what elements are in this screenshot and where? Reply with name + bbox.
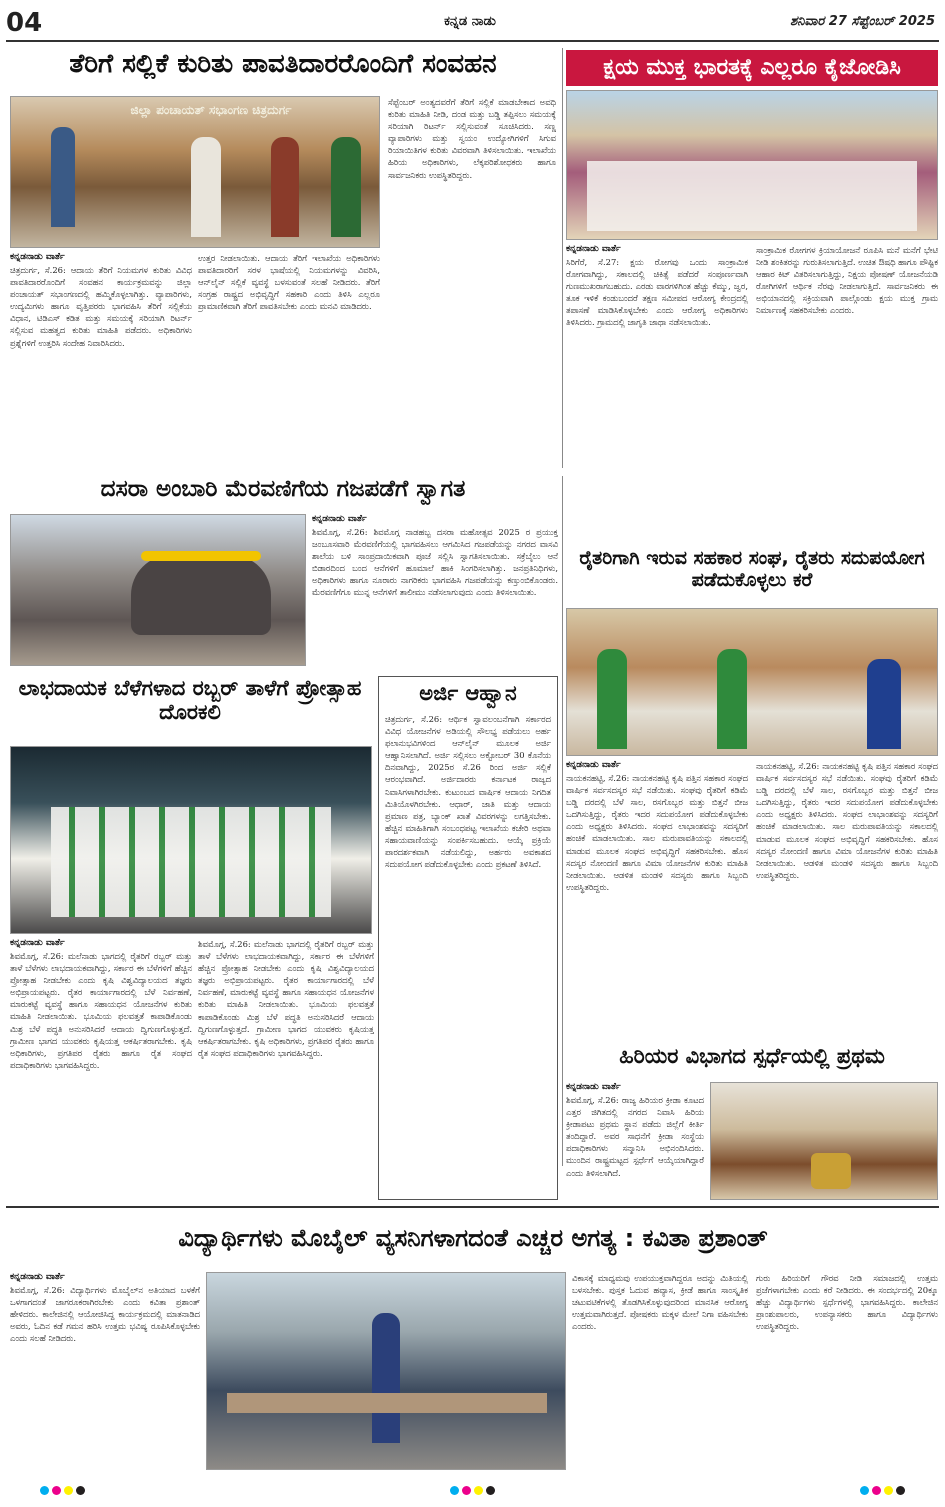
rubber-headline: ಲಾಭದಾಯಕ ಬೆಳೆಗಳಾದ ರಬ್ಬರ್ ತಾಳೆಗೆ ಪ್ರೋತ್ಸಾಹ ದೊರಕಲಿ	[18, 676, 362, 725]
column-divider	[562, 48, 563, 468]
tax-byline: ಕನ್ನಡನಾಡು ವಾರ್ತೆ	[10, 252, 65, 262]
dasara-body: ಶಿವಮೊಗ್ಗ, ಸೆ.26: ಶಿವಮೊಗ್ಗ ನಾಡಹಬ್ಬ ದಸರಾ ಮಹೋತ್ಸವ 2025 ರ ಪ್ರಯುಕ್ತ ಜಂಬೂಸವಾರಿ ಮೆರವಣಿಗೆಯಲ್ಲಿ ಭಾಗವಹಿಸಲು ಆಗಮಿಸಿದ ಗಜಪಡೆಯನ್ನು ನಗರದ ವಾಸವಿ ಶಾಲೆಯ ಬಳಿ ಸಾಂಪ್ರದಾಯಿಕವಾಗಿ ಪೂಜೆ ಸಲ್ಲಿಸಿ ಸ್ವಾಗತಿಸಲಾಯಿತು. ಸಕ್ರೆಬೈಲು ಆನೆ ಬಿಡಾರದಿಂದ ಬಂದ ಆನೆಗಳಿಗೆ ಹೂಮಾಲೆ ಹಾಕಿ ಸಿಂಗರಿಸಲಾಗಿತ್ತು. ಜನಪ್ರತಿನಿಧಿಗಳು, ಅಧಿಕಾರಿಗಳು ಹಾಗೂ ನೂರಾರು ನಾಗರಿಕರು ಭಾಗವಹಿಸಿ ಗಜಪಡೆಯನ್ನು ಕಣ್ತುಂಬಿಕೊಂಡರು. ಮೆರವಣಿಗೆಗೂ ಮುನ್ನ ಆನೆಗಳಿಗೆ ತಾಲೀಮು ನಡೆಸಲಾಗುವುದು ಎಂದು ತಿಳಿಸಲಾಯಿತು.	[312, 527, 558, 598]
mobile-photo	[206, 1272, 566, 1470]
tb-body-col1: ಸಿರಿಗೆರೆ, ಸೆ.27: ಕ್ಷಯ ರೋಗವು ಒಂದು ಸಾಂಕ್ರಾಮಿಕ ರೋಗವಾಗಿದ್ದು, ಸಕಾಲದಲ್ಲಿ ಚಿಕಿತ್ಸೆ ಪಡೆದರೆ ಸಂಪೂರ್ಣವಾಗಿ ಗುಣಮುಖರಾಗಬಹುದು. ಎರಡು ವಾರಗಳಿಗಿಂತ ಹೆಚ್ಚು ಕೆಮ್ಮು, ಜ್ವರ, ತೂಕ ಇಳಿಕೆ ಕಂಡುಬಂದರೆ ತಕ್ಷಣ ಸಮೀಪದ ಆರೋಗ್ಯ ಕೇಂದ್ರದಲ್ಲಿ ತಪಾಸಣೆ ಮಾಡಿಸಿಕೊಳ್ಳಬೇಕು ಎಂದು ಆರೋಗ್ಯ ಅಧಿಕಾರಿಗಳು ತಿಳಿಸಿದರು. ಗ್ರಾಮದಲ್ಲಿ ಜಾಗೃತಿ ಜಾಥಾ ನಡೆಸಲಾಯಿತು.	[566, 257, 748, 328]
tax-photo	[10, 96, 380, 248]
person-figure	[191, 137, 221, 237]
elephant-figure	[131, 555, 271, 635]
person-figure	[867, 659, 901, 749]
cyan-dot	[450, 1486, 459, 1495]
black-dot	[896, 1486, 905, 1495]
rubber-body-col1: ಶಿವಮೊಗ್ಗ, ಸೆ.26: ಮಲೆನಾಡು ಭಾಗದಲ್ಲಿ ರೈತರಿಗೆ ರಬ್ಬರ್ ಮತ್ತು ತಾಳೆ ಬೆಳೆಗಳು ಲಾಭದಾಯಕವಾಗಿದ್ದು, ಸರ್ಕಾರ ಈ ಬೆಳೆಗಳಿಗೆ ಹೆಚ್ಚಿನ ಪ್ರೋತ್ಸಾಹ ನೀಡಬೇಕು ಎಂದು ಕೃಷಿ ವಿಶ್ವವಿದ್ಯಾಲಯದ ತಜ್ಞರು ಅಭಿಪ್ರಾಯಪಟ್ಟರು. ರೈತರ ಕಾರ್ಯಾಗಾರದಲ್ಲಿ ಬೆಳೆ ನಿರ್ವಹಣೆ, ಮಾರುಕಟ್ಟೆ ವ್ಯವಸ್ಥೆ ಹಾಗೂ ಸಹಾಯಧನ ಯೋಜನೆಗಳ ಕುರಿತು ಮಾಹಿತಿ ನೀಡಲಾಯಿತು. ಭೂಮಿಯ ಫಲವತ್ತತೆ ಕಾಪಾಡಿಕೊಂಡು ಮಿಶ್ರ ಬೆಳೆ ಪದ್ಧತಿ ಅನುಸರಿಸಿದರೆ ಆದಾಯ ದ್ವಿಗುಣಗೊಳ್ಳುತ್ತದೆ. ಗ್ರಾಮೀಣ ಭಾಗದ ಯುವಕರು ಕೃಷಿಯತ್ತ ಆಕರ್ಷಿತರಾಗಬೇಕು. ಕೃಷಿ ಅಧಿಕಾರಿಗಳು, ಪ್ರಗತಿಪರ ರೈತರು ಹಾಗೂ ರೈತ ಸಂಘದ ಪದಾಧಿಕಾರಿಗಳು ಭಾಗವಹಿಸಿದ್ದರು.	[10, 951, 192, 1070]
person-figure	[271, 137, 299, 237]
registration-dots-left	[40, 1486, 100, 1498]
speaker-figure	[372, 1313, 400, 1443]
dasara-photo	[10, 514, 306, 666]
masthead-rule	[6, 40, 939, 42]
coop-headline: ರೈತರಿಗಾಗಿ ಇರುವ ಸಹಕಾರ ಸಂಘ, ರೈತರು ಸದುಪಯೋಗ ಪಡೆದುಕೊಳ್ಳಲು ಕರೆ	[579, 548, 925, 591]
notice-headline: ಅರ್ಜಿ ಆಹ್ವಾನ	[419, 681, 517, 705]
registration-dots-right	[860, 1486, 920, 1498]
rubber-byline: ಕನ್ನಡನಾಡು ವಾರ್ತೆ	[10, 938, 65, 948]
notice-body: ಚಿತ್ರದುರ್ಗ, ಸೆ.26: ಆರ್ಥಿಕ ಸ್ವಾವಲಂಬನೆಗಾಗಿ ಸರ್ಕಾರದ ವಿವಿಧ ಯೋಜನೆಗಳ ಅಡಿಯಲ್ಲಿ ಸೌಲಭ್ಯ ಪಡೆಯಲು ಅರ್ಹ ಫಲಾನುಭವಿಗಳಿಂದ ಆನ್‌ಲೈನ್ ಮೂಲಕ ಅರ್ಜಿ ಆಹ್ವಾನಿಸಲಾಗಿದೆ. ಅರ್ಜಿ ಸಲ್ಲಿಸಲು ಅಕ್ಟೋಬರ್ 30 ಕೊನೆಯ ದಿನವಾಗಿದ್ದು, 2025ರ ಸೆ.26 ರಿಂದ ಅರ್ಜಿ ಸಲ್ಲಿಕೆ ಆರಂಭವಾಗಿದೆ. ಅರ್ಜಿದಾರರು ಕರ್ನಾಟಕ ರಾಜ್ಯದ ನಿವಾಸಿಗಳಾಗಿರಬೇಕು. ಕುಟುಂಬದ ವಾರ್ಷಿಕ ಆದಾಯ ನಿಗದಿತ ಮಿತಿಯೊಳಗಿರಬೇಕು. ಆಧಾರ್, ಜಾತಿ ಮತ್ತು ಆದಾಯ ಪ್ರಮಾಣ ಪತ್ರ, ಬ್ಯಾಂಕ್ ಖಾತೆ ವಿವರಗಳನ್ನು ಲಗತ್ತಿಸಬೇಕು. ಹೆಚ್ಚಿನ ಮಾಹಿತಿಗಾಗಿ ಸಂಬಂಧಪಟ್ಟ ಇಲಾಖೆಯ ಕಚೇರಿ ಅಥವಾ ಸಹಾಯವಾಣಿಯನ್ನು ಸಂಪರ್ಕಿಸಬಹುದು. ಆಯ್ಕೆ ಪ್ರಕ್ರಿಯೆ ಪಾರದರ್ಶಕವಾಗಿ ನಡೆಯಲಿದ್ದು, ಅರ್ಹರು ಅವಕಾಶದ ಸದುಪಯೋಗ ಪಡೆದುಕೊಳ್ಳಬೇಕು ಎಂದು ಪ್ರಕಟಣೆ ತಿಳಿಸಿದೆ.	[385, 714, 551, 870]
section-rule	[6, 1206, 939, 1208]
tax-body-col1: ಚಿತ್ರದುರ್ಗ, ಸೆ.26: ಆದಾಯ ತೆರಿಗೆ ನಿಯಮಗಳ ಕುರಿತು ವಿವಿಧ ಪಾವತಿದಾರರೊಂದಿಗೆ ಸಂವಹನ ಕಾರ್ಯಕ್ರಮವನ್ನು ಜಿಲ್ಲಾ ಪಂಚಾಯತ್ ಸಭಾಂಗಣದಲ್ಲಿ ಹಮ್ಮಿಕೊಳ್ಳಲಾಗಿತ್ತು. ವ್ಯಾಪಾರಿಗಳು, ಉದ್ಯಮಿಗಳು ಹಾಗೂ ವೃತ್ತಿಪರರು ಭಾಗವಹಿಸಿ ತೆರಿಗೆ ಸಲ್ಲಿಕೆಯ ವಿಧಾನ, ಟಿಡಿಎಸ್ ಕಡಿತ ಮತ್ತು ಸಮಯಕ್ಕೆ ಸರಿಯಾಗಿ ರಿಟರ್ನ್ ಸಲ್ಲಿಸುವ ಮಹತ್ವದ ಕುರಿತು ಮಾಹಿತಿ ಪಡೆದರು. ಅಧಿಕಾರಿಗಳು ಪ್ರಶ್ನೆಗಳಿಗೆ ಉತ್ತರಿಸಿ ಸಂದೇಹ ನಿವಾರಿಸಿದರು.	[10, 265, 192, 348]
coop-body-col1: ನಾಯಕನಹಟ್ಟಿ, ಸೆ.26: ನಾಯಕನಹಟ್ಟಿ ಕೃಷಿ ಪತ್ತಿನ ಸಹಕಾರ ಸಂಘದ ವಾರ್ಷಿಕ ಸರ್ವಸದಸ್ಯರ ಸಭೆ ನಡೆಯಿತು. ಸಂಘವು ರೈತರಿಗೆ ಕಡಿಮೆ ಬಡ್ಡಿ ದರದಲ್ಲಿ ಬೆಳೆ ಸಾಲ, ರಸಗೊಬ್ಬರ ಮತ್ತು ಬಿತ್ತನೆ ಬೀಜ ಒದಗಿಸುತ್ತಿದ್ದು, ರೈತರು ಇದರ ಸದುಪಯೋಗ ಪಡೆದುಕೊಳ್ಳಬೇಕು ಎಂದು ಅಧ್ಯಕ್ಷರು ತಿಳಿಸಿದರು. ಸಂಘದ ಲಾಭಾಂಶವನ್ನು ಸದಸ್ಯರಿಗೆ ಹಂಚಿಕೆ ಮಾಡಲಾಯಿತು. ಸಾಲ ಮರುಪಾವತಿಯನ್ನು ಸಕಾಲದಲ್ಲಿ ಮಾಡುವ ಮೂಲಕ ಸಂಘದ ಅಭಿವೃದ್ಧಿಗೆ ಸಹಕರಿಸಬೇಕು. ಹೊಸ ಸದಸ್ಯರ ನೋಂದಣಿ ಹಾಗೂ ವಿಮಾ ಯೋಜನೆಗಳ ಕುರಿತು ಮಾಹಿತಿ ನೀಡಲಾಯಿತು. ಆಡಳಿತ ಮಂಡಳಿ ಸದಸ್ಯರು ಹಾಗೂ ಸಿಬ್ಬಂದಿ ಉಪಸ್ಥಿತರಿದ್ದರು.	[566, 773, 748, 892]
yellow-dot	[884, 1486, 893, 1495]
cyan-dot	[860, 1486, 869, 1495]
tb-body-col2: ಸಾಂಕ್ರಾಮಿಕ ರೋಗಗಳ ಕ್ರಿಯಾಯೋಜನೆ ರೂಪಿಸಿ ಮನೆ ಮನೆಗೆ ಭೇಟಿ ನೀಡಿ ಶಂಕಿತರನ್ನು ಗುರುತಿಸಲಾಗುತ್ತಿದೆ. ಉಚಿತ ಔಷಧಿ ಹಾಗೂ ಪೌಷ್ಟಿಕ ಆಹಾರ ಕಿಟ್ ವಿತರಿಸಲಾಗುತ್ತಿದ್ದು, ನಿಕ್ಷಯ ಪೋಷಣ್ ಯೋಜನೆಯಡಿ ರೋಗಿಗಳಿಗೆ ಆರ್ಥಿಕ ನೆರವು ನೀಡಲಾಗುತ್ತಿದೆ. ಸಾರ್ವಜನಿಕರು ಈ ಅಭಿಯಾನದಲ್ಲಿ ಸಕ್ರಿಯವಾಗಿ ಪಾಲ್ಗೊಂಡು ಕ್ಷಯ ಮುಕ್ತ ಗ್ರಾಮ ನಿರ್ಮಾಣಕ್ಕೆ ಸಹಕರಿಸಬೇಕು ಎಂದರು.	[756, 245, 938, 316]
cyan-dot	[40, 1486, 49, 1495]
black-dot	[486, 1486, 495, 1495]
person-figure	[331, 137, 361, 237]
mobile-byline: ಕನ್ನಡನಾಡು ವಾರ್ತೆ	[10, 1272, 65, 1282]
sports-headline: ಹಿರಿಯರ ವಿಭಾಗದ ಸ್ಪರ್ಧೆಯಲ್ಲಿ ಪ್ರಥಮ	[619, 1044, 885, 1068]
coop-photo	[566, 608, 938, 756]
registration-dots-center	[450, 1486, 510, 1498]
dasara-byline: ಕನ್ನಡನಾಡು ವಾರ್ತೆ	[312, 514, 367, 524]
trophy-figure	[811, 1153, 851, 1189]
mobile-body-col3: ಗುರು ಹಿರಿಯರಿಗೆ ಗೌರವ ನೀಡಿ ಸಮಾಜದಲ್ಲಿ ಉತ್ತಮ ಪ್ರಜೆಗಳಾಗಬೇಕು ಎಂದು ಕರೆ ನೀಡಿದರು. ಈ ಸಂದರ್ಭದಲ್ಲಿ 20ಕ್ಕೂ ಹೆಚ್ಚು ವಿದ್ಯಾರ್ಥಿಗಳು ಸ್ಪರ್ಧೆಗಳಲ್ಲಿ ಭಾಗವಹಿಸಿದ್ದರು. ಕಾಲೇಜಿನ ಪ್ರಾಂಶುಪಾಲರು, ಉಪನ್ಯಾಸಕರು ಹಾಗೂ ವಿದ್ಯಾರ್ಥಿಗಳು ಉಪಸ್ಥಿತರಿದ್ದರು.	[756, 1273, 938, 1332]
mobile-body-col2: ವಿಕಾಸಕ್ಕೆ ಮಾಧ್ಯಮವು ಉಪಯುಕ್ತವಾಗಿದ್ದರೂ ಅದನ್ನು ಮಿತಿಯಲ್ಲಿ ಬಳಸಬೇಕು. ಪುಸ್ತಕ ಓದುವ ಹವ್ಯಾಸ, ಕ್ರೀಡೆ ಹಾಗೂ ಸಾಂಸ್ಕೃತಿಕ ಚಟುವಟಿಕೆಗಳಲ್ಲಿ ತೊಡಗಿಸಿಕೊಳ್ಳುವುದರಿಂದ ಮಾನಸಿಕ ಆರೋಗ್ಯ ಉತ್ತಮವಾಗಿರುತ್ತದೆ. ಪೋಷಕರು ಮಕ್ಕಳ ಮೇಲೆ ನಿಗಾ ವಹಿಸಬೇಕು ಎಂದರು.	[572, 1273, 748, 1332]
notice-box	[378, 676, 558, 1200]
magenta-dot	[52, 1486, 61, 1495]
mobile-headline: ವಿದ್ಯಾರ್ಥಿಗಳು ಮೊಬೈಲ್ ವ್ಯಸನಿಗಳಾಗದಂತೆ ಎಚ್ಚರ ಅಗತ್ಯ : ಕವಿತಾ ಪ್ರಶಾಂತ್	[178, 1224, 768, 1252]
rubber-body-col2: ಶಿವಮೊಗ್ಗ, ಸೆ.26: ಮಲೆನಾಡು ಭಾಗದಲ್ಲಿ ರೈತರಿಗೆ ರಬ್ಬರ್ ಮತ್ತು ತಾಳೆ ಬೆಳೆಗಳು ಲಾಭದಾಯಕವಾಗಿದ್ದು, ಸರ್ಕಾರ ಈ ಬೆಳೆಗಳಿಗೆ ಹೆಚ್ಚಿನ ಪ್ರೋತ್ಸಾಹ ನೀಡಬೇಕು ಎಂದು ಕೃಷಿ ವಿಶ್ವವಿದ್ಯಾಲಯದ ತಜ್ಞರು ಅಭಿಪ್ರಾಯಪಟ್ಟರು. ರೈತರ ಕಾರ್ಯಾಗಾರದಲ್ಲಿ ಬೆಳೆ ನಿರ್ವಹಣೆ, ಮಾರುಕಟ್ಟೆ ವ್ಯವಸ್ಥೆ ಹಾಗೂ ಸಹಾಯಧನ ಯೋಜನೆಗಳ ಕುರಿತು ಮಾಹಿತಿ ನೀಡಲಾಯಿತು. ಭೂಮಿಯ ಫಲವತ್ತತೆ ಕಾಪಾಡಿಕೊಂಡು ಮಿಶ್ರ ಬೆಳೆ ಪದ್ಧತಿ ಅನುಸರಿಸಿದರೆ ಆದಾಯ ದ್ವಿಗುಣಗೊಳ್ಳುತ್ತದೆ. ಗ್ರಾಮೀಣ ಭಾಗದ ಯುವಕರು ಕೃಷಿಯತ್ತ ಆಕರ್ಷಿತರಾಗಬೇಕು. ಕೃಷಿ ಅಧಿಕಾರಿಗಳು, ಪ್ರಗತಿಪರ ರೈತರು ಹಾಗೂ ರೈತ ಸಂಘದ ಪದಾಧಿಕಾರಿಗಳು ಭಾಗವಹಿಸಿದ್ದರು.	[198, 939, 374, 1058]
yellow-dot	[474, 1486, 483, 1495]
tb-photo	[566, 90, 938, 240]
rubber-photo	[10, 746, 372, 934]
tb-headline: ಕ್ಷಯ ಮುಕ್ತ ಭಾರತಕ್ಕೆ ಎಲ್ಲರೂ ಕೈಜೋಡಿಸಿ	[566, 50, 938, 86]
coop-byline: ಕನ್ನಡನಾಡು ವಾರ್ತೆ	[566, 760, 621, 770]
sports-body: ಶಿವಮೊಗ್ಗ, ಸೆ.26: ರಾಜ್ಯ ಹಿರಿಯರ ಕ್ರೀಡಾ ಕೂಟದ ಎತ್ತರ ಜಿಗಿತದಲ್ಲಿ ನಗರದ ನಿವಾಸಿ ಹಿರಿಯ ಕ್ರೀಡಾಪಟು ಪ್ರಥಮ ಸ್ಥಾನ ಪಡೆದು ಜಿಲ್ಲೆಗೆ ಕೀರ್ತಿ ತಂದಿದ್ದಾರೆ. ಅವರ ಸಾಧನೆಗೆ ಕ್ರೀಡಾ ಸಂಸ್ಥೆಯ ಪದಾಧಿಕಾರಿಗಳು ಸನ್ಮಾನಿಸಿ ಅಭಿನಂದಿಸಿದರು. ಮುಂದಿನ ರಾಷ್ಟ್ರಮಟ್ಟದ ಸ್ಪರ್ಧೆಗೆ ಆಯ್ಕೆಯಾಗಿದ್ದಾರೆ ಎಂದು ತಿಳಿಸಲಾಗಿದೆ.	[566, 1095, 704, 1178]
crowd-figure	[51, 807, 331, 917]
sports-photo	[710, 1082, 938, 1200]
page-number: 04	[6, 8, 43, 38]
person-figure	[717, 649, 747, 749]
magenta-dot	[462, 1486, 471, 1495]
dasara-headline: ದಸರಾ ಅಂಬಾರಿ ಮೆರವಣಿಗೆಯ ಗಜಪಡೆಗೆ ಸ್ವಾಗತ	[100, 476, 466, 502]
tax-headline: ತೆರಿಗೆ ಸಲ್ಲಿಕೆ ಕುರಿತು ಪಾವತಿದಾರರೊಂದಿಗೆ ಸಂವಹನ	[69, 50, 497, 79]
tax-body-col3: ಸೆಪ್ಟೆಂಬರ್ ಅಂತ್ಯದವರೆಗೆ ತೆರಿಗೆ ಸಲ್ಲಿಕೆ ಮಾಡಬೇಕಾದ ಅವಧಿ ಕುರಿತು ಮಾಹಿತಿ ನೀಡಿ, ದಂಡ ಮತ್ತು ಬಡ್ಡಿ ತಪ್ಪಿಸಲು ಸಮಯಕ್ಕೆ ಸರಿಯಾಗಿ ರಿಟರ್ನ್ ಸಲ್ಲಿಸುವಂತೆ ಸೂಚಿಸಿದರು. ಸಣ್ಣ ವ್ಯಾಪಾರಿಗಳು ಮತ್ತು ಸ್ವಯಂ ಉದ್ಯೋಗಿಗಳಿಗೆ ಸಿಗುವ ರಿಯಾಯಿತಿಗಳ ಕುರಿತು ವಿವರವಾಗಿ ತಿಳಿಸಲಾಯಿತು. ಇಲಾಖೆಯ ಹಿರಿಯ ಅಧಿಕಾರಿಗಳು, ಲೆಕ್ಕಪರಿಶೋಧಕರು ಹಾಗೂ ಸಾರ್ವಜನಿಕರು ಉಪಸ್ಥಿತರಿದ್ದರು.	[388, 97, 556, 180]
yellow-dot	[64, 1486, 73, 1495]
tb-byline: ಕನ್ನಡನಾಡು ವಾರ್ತೆ	[566, 244, 621, 254]
person-figure	[51, 127, 75, 227]
tax-body-col2: ಉತ್ತರ ನೀಡಲಾಯಿತು. ಆದಾಯ ತೆರಿಗೆ ಇಲಾಖೆಯ ಅಧಿಕಾರಿಗಳು ಪಾವತಿದಾರರಿಗೆ ಸರಳ ಭಾಷೆಯಲ್ಲಿ ನಿಯಮಗಳನ್ನು ವಿವರಿಸಿ, ಆನ್‌ಲೈನ್ ಸಲ್ಲಿಕೆ ವ್ಯವಸ್ಥೆ ಬಳಸುವಂತೆ ಸಲಹೆ ನೀಡಿದರು. ತೆರಿಗೆ ಸಂಗ್ರಹ ರಾಷ್ಟ್ರದ ಅಭಿವೃದ್ಧಿಗೆ ಸಹಕಾರಿ ಎಂದು ತಿಳಿಸಿ ಎಲ್ಲರೂ ಪ್ರಾಮಾಣಿಕವಾಗಿ ತೆರಿಗೆ ಪಾವತಿಸಬೇಕು ಎಂದು ಮನವಿ ಮಾಡಿದರು.	[198, 253, 380, 312]
tax-photo-banner: ಜಿಲ್ಲಾ ಪಂಚಾಯತ್ ಸಭಾಂಗಣ ಚಿತ್ರದುರ್ಗ	[130, 103, 292, 117]
person-figure	[597, 649, 627, 749]
garland-figure	[141, 551, 261, 561]
column-divider	[562, 476, 563, 1166]
black-dot	[76, 1486, 85, 1495]
awareness-banner	[587, 161, 917, 231]
paper-name: ಕನ್ನಡ ನಾಡು	[444, 14, 496, 29]
magenta-dot	[872, 1486, 881, 1495]
stage-table-figure	[227, 1393, 547, 1413]
issue-date: ಶನಿವಾರ 27 ಸೆಪ್ಟೆಂಬರ್ 2025	[790, 14, 935, 29]
coop-body-col2: ನಾಯಕನಹಟ್ಟಿ, ಸೆ.26: ನಾಯಕನಹಟ್ಟಿ ಕೃಷಿ ಪತ್ತಿನ ಸಹಕಾರ ಸಂಘದ ವಾರ್ಷಿಕ ಸರ್ವಸದಸ್ಯರ ಸಭೆ ನಡೆಯಿತು. ಸಂಘವು ರೈತರಿಗೆ ಕಡಿಮೆ ಬಡ್ಡಿ ದರದಲ್ಲಿ ಬೆಳೆ ಸಾಲ, ರಸಗೊಬ್ಬರ ಮತ್ತು ಬಿತ್ತನೆ ಬೀಜ ಒದಗಿಸುತ್ತಿದ್ದು, ರೈತರು ಇದರ ಸದುಪಯೋಗ ಪಡೆದುಕೊಳ್ಳಬೇಕು ಎಂದು ಅಧ್ಯಕ್ಷರು ತಿಳಿಸಿದರು. ಸಂಘದ ಲಾಭಾಂಶವನ್ನು ಸದಸ್ಯರಿಗೆ ಹಂಚಿಕೆ ಮಾಡಲಾಯಿತು. ಸಾಲ ಮರುಪಾವತಿಯನ್ನು ಸಕಾಲದಲ್ಲಿ ಮಾಡುವ ಮೂಲಕ ಸಂಘದ ಅಭಿವೃದ್ಧಿಗೆ ಸಹಕರಿಸಬೇಕು. ಹೊಸ ಸದಸ್ಯರ ನೋಂದಣಿ ಹಾಗೂ ವಿಮಾ ಯೋಜನೆಗಳ ಕುರಿತು ಮಾಹಿತಿ ನೀಡಲಾಯಿತು. ಆಡಳಿತ ಮಂಡಳಿ ಸದಸ್ಯರು ಹಾಗೂ ಸಿಬ್ಬಂದಿ ಉಪಸ್ಥಿತರಿದ್ದರು.	[756, 761, 938, 880]
sports-byline: ಕನ್ನಡನಾಡು ವಾರ್ತೆ	[566, 1082, 621, 1092]
mobile-body-col1: ಶಿವಮೊಗ್ಗ, ಸೆ.26: ವಿದ್ಯಾರ್ಥಿಗಳು ಮೊಬೈಲ್‌ನ ಅತಿಯಾದ ಬಳಕೆಗೆ ಒಳಗಾಗದಂತೆ ಜಾಗರೂಕರಾಗಿರಬೇಕು ಎಂದು ಕವಿತಾ ಪ್ರಶಾಂತ್ ಹೇಳಿದರು. ಕಾಲೇಜಿನಲ್ಲಿ ಆಯೋಜಿಸಿದ್ದ ಕಾರ್ಯಕ್ರಮದಲ್ಲಿ ಮಾತನಾಡಿದ ಅವರು, ಓದಿನ ಕಡೆ ಗಮನ ಹರಿಸಿ ಉತ್ತಮ ಭವಿಷ್ಯ ರೂಪಿಸಿಕೊಳ್ಳಬೇಕು ಎಂದು ಸಲಹೆ ನೀಡಿದರು.	[10, 1285, 200, 1344]
